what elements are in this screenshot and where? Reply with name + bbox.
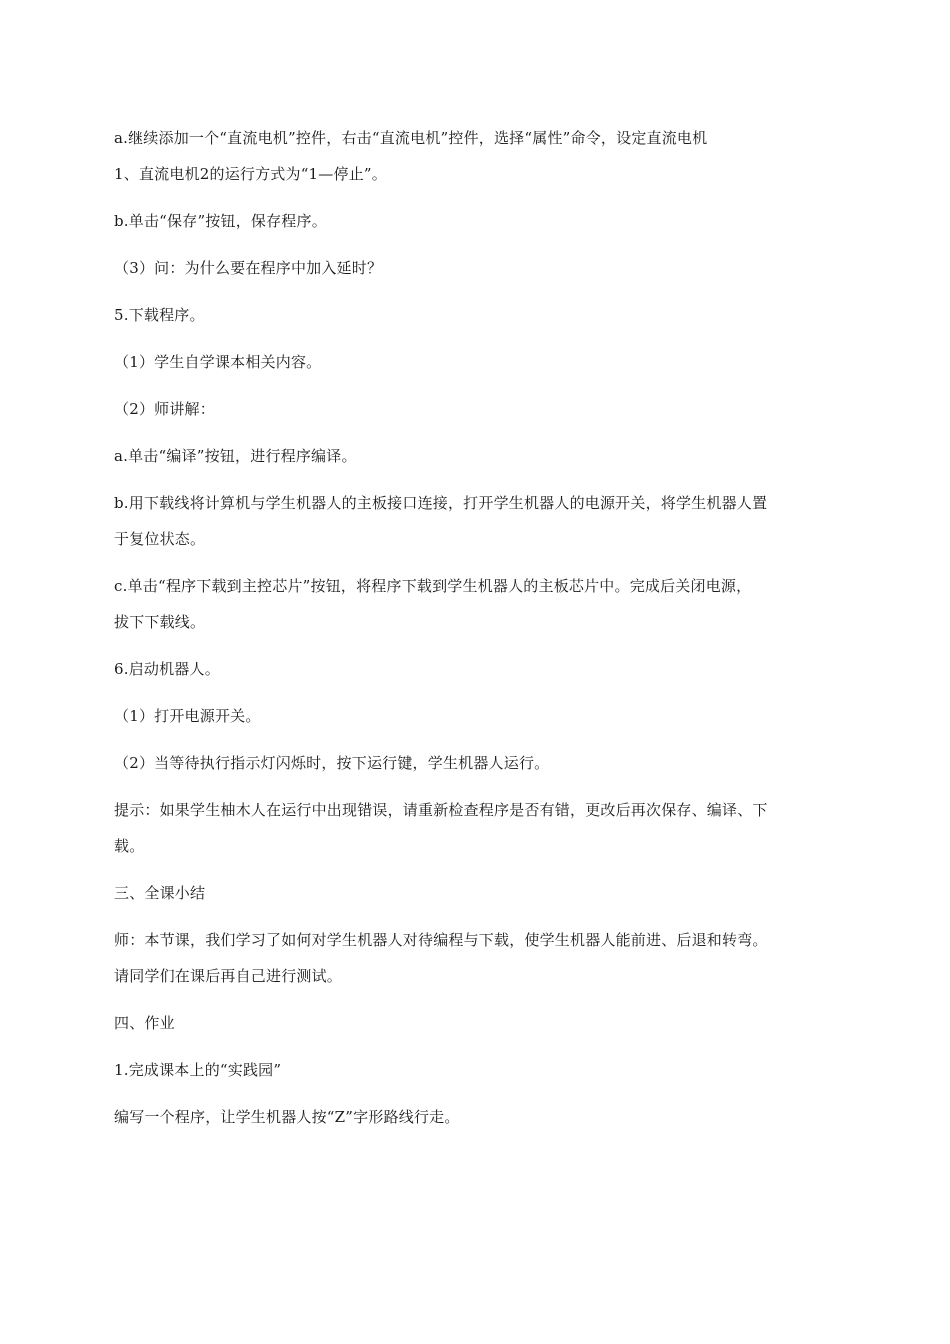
text-line: 1、直流电机2的运行方式为“1—停止”。 xyxy=(114,165,387,183)
text-line: 三、全课小结 xyxy=(114,884,206,902)
paragraph-motor-setting xyxy=(114,120,836,192)
text-line: a.单击“编译”按钮，进行程序编译。 xyxy=(114,447,357,465)
text-line: b.单击“保存”按钮，保存程序。 xyxy=(114,212,327,230)
text-line: 提示：如果学生柚木人在运行中出现错误，请重新检查程序是否有错，更改后再次保存、编译、下 xyxy=(114,801,768,819)
text-line: 拔下下载线。 xyxy=(114,613,206,631)
paragraph-run-key xyxy=(114,745,836,781)
text-line: （3）问：为什么要在程序中加入延时？ xyxy=(114,259,383,277)
paragraph-summary xyxy=(114,922,836,994)
text-line: （1）学生自学课本相关内容。 xyxy=(114,353,322,371)
text-line: b.用下载线将计算机与学生机器人的主板接口连接，打开学生机器人的电源开关，将学生机器人置 xyxy=(114,494,768,512)
text-line: 1.完成课本上的“实践园” xyxy=(114,1061,282,1079)
text-line: 于复位状态。 xyxy=(114,530,206,548)
heading-summary xyxy=(114,875,836,911)
text-line: （2）当等待执行指示灯闪烁时，按下运行键，学生机器人运行。 xyxy=(114,754,550,772)
heading-start-robot xyxy=(114,651,836,687)
heading-download-program xyxy=(114,297,836,333)
paragraph-tip xyxy=(114,792,836,864)
text-line: c.单击“程序下载到主控芯片”按钮，将程序下载到学生机器人的主板芯片中。完成后关闭电源， xyxy=(114,577,752,595)
paragraph-power-on xyxy=(114,698,836,734)
paragraph-compile xyxy=(114,438,836,474)
text-line: 请同学们在课后再自己进行测试。 xyxy=(114,967,343,985)
paragraph-connect-cable xyxy=(114,485,836,557)
paragraph-homework-1 xyxy=(114,1052,836,1088)
text-line: 6.启动机器人。 xyxy=(114,660,220,678)
text-line: 四、作业 xyxy=(114,1014,175,1032)
paragraph-teacher-explain xyxy=(114,391,836,427)
document-page xyxy=(114,120,836,1146)
text-line: a.继续添加一个“直流电机”控件，右击“直流电机”控件，选择“属性”命令，设定直流电机 xyxy=(114,129,708,147)
text-line: 编写一个程序，让学生机器人按“Z”字形路线行走。 xyxy=(114,1108,460,1126)
paragraph-download-chip xyxy=(114,568,836,640)
paragraph-self-study xyxy=(114,344,836,380)
text-line: （2）师讲解： xyxy=(114,400,215,418)
text-line: 5.下载程序。 xyxy=(114,306,205,324)
text-line: （1）打开电源开关。 xyxy=(114,707,261,725)
heading-homework xyxy=(114,1005,836,1041)
paragraph-homework-task xyxy=(114,1099,836,1135)
text-line: 载。 xyxy=(114,837,145,855)
text-line: 师：本节课，我们学习了如何对学生机器人对待编程与下载，使学生机器人能前进、后退和转弯。 xyxy=(114,931,768,949)
paragraph-question-delay xyxy=(114,250,836,286)
paragraph-save xyxy=(114,203,836,239)
